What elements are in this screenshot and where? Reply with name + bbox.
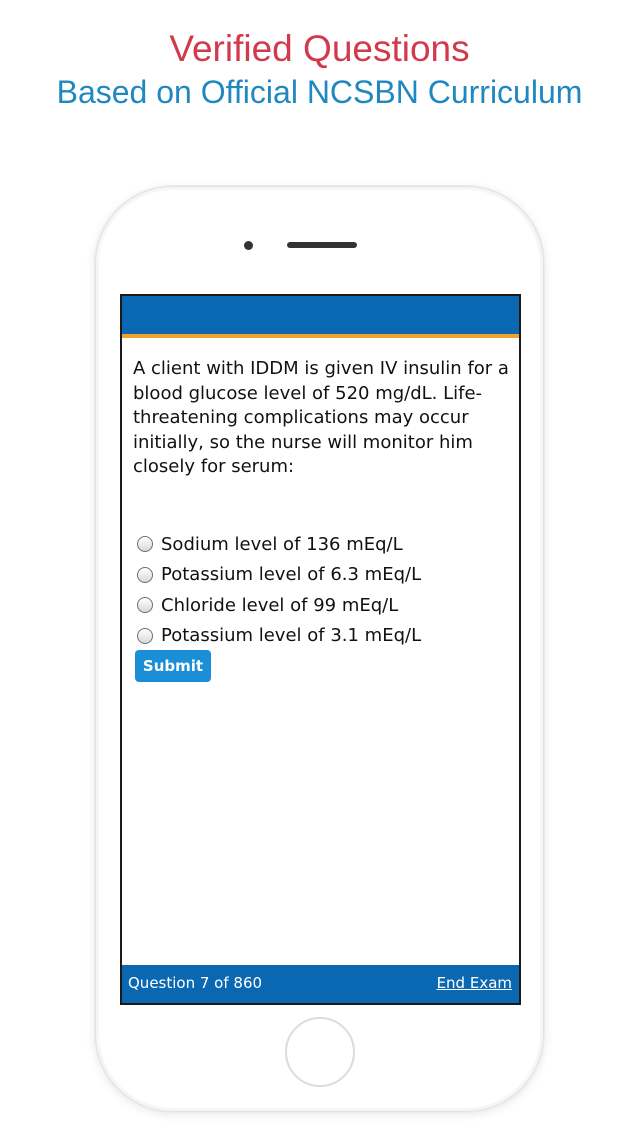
answer-options: [137, 529, 507, 651]
radio-button-icon[interactable]: [137, 567, 153, 583]
question-text: A client with IDDM is given IV insulin for a blood glucose level of 520 mg/dL. Life-threatening complications may occur initially, so the nurse will monitor him closely for serum:: [133, 358, 509, 477]
question-counter: Question 7 of 860: [128, 974, 263, 992]
answer-option-1[interactable]: [137, 529, 507, 560]
answer-option-3[interactable]: [137, 590, 507, 621]
app-screen: [120, 294, 521, 1005]
app-footer-bar: [122, 965, 519, 1003]
answer-option-label: Sodium level of 136 mEq/L: [161, 533, 403, 555]
camera-icon: [244, 241, 253, 250]
answer-option-label: Potassium level of 6.3 mEq/L: [161, 564, 422, 586]
answer-option-2[interactable]: [137, 560, 507, 591]
answer-option-label: Potassium level of 3.1 mEq/L: [161, 625, 422, 647]
app-header-bar: [122, 296, 519, 338]
home-button[interactable]: [285, 1017, 355, 1087]
radio-button-icon[interactable]: [137, 628, 153, 644]
headline-title: Verified Questions: [169, 28, 470, 69]
answer-option-4[interactable]: [137, 621, 507, 652]
radio-button-icon[interactable]: [137, 597, 153, 613]
submit-button[interactable]: Submit: [135, 650, 211, 682]
speaker-icon: [287, 242, 357, 248]
headline-subtitle: Based on Official NCSBN Curriculum: [56, 74, 583, 110]
answer-option-label: Chloride level of 99 mEq/L: [161, 594, 399, 616]
end-exam-link[interactable]: End Exam: [436, 974, 512, 992]
radio-button-icon[interactable]: [137, 536, 153, 552]
